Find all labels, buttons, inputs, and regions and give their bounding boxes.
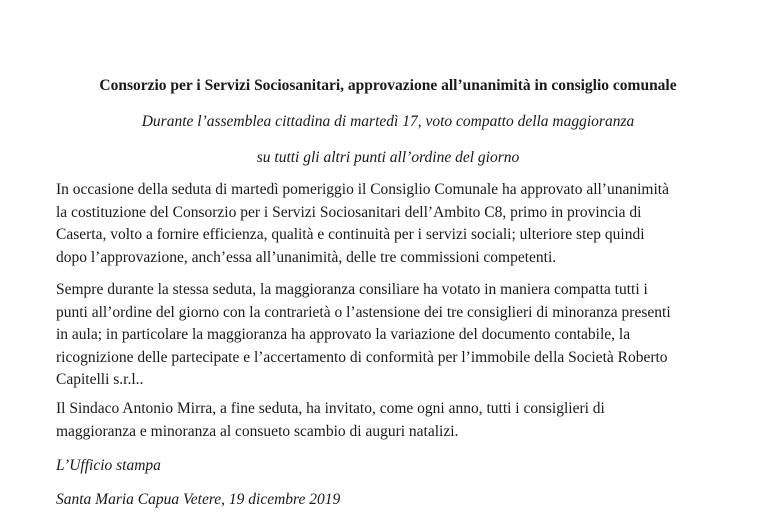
paragraph-line: la costituzione del Consorzio per i Servizi Sociosanitari dell’Ambito C8, primo in provincia di <box>56 203 642 221</box>
body-paragraph <box>56 279 746 392</box>
paragraph-line: in aula; in particolare la maggioranza ha approvato la variazione del documento contabile, la <box>56 326 631 343</box>
paragraph-line: maggioranza e minoranza al consueto scambio di auguri natalizi. <box>56 422 459 440</box>
subtitle-line: Durante l’assemblea cittadina di martedì 17, voto compatto della maggioranza <box>141 113 635 130</box>
paragraph-line: ricognizione delle partecipate e l’accertamento di conformità per l’immobile della Società Roberto <box>56 348 668 366</box>
place-date: Santa Maria Capua Vetere, 19 dicembre 2019 <box>56 491 341 508</box>
paragraph-line: In occasione della seduta di martedì pomeriggio il Consiglio Comunale ha approvato all’unanimità <box>56 181 669 198</box>
paragraph-line: Capitelli s.r.l.. <box>56 371 144 388</box>
paragraph-line: Sempre durante la stessa seduta, la maggioranza consiliare ha votato in maniera compatta tutti i <box>56 281 648 298</box>
paragraph-line: Caserta, volto a fornire efficienza, qualità e continuità per i servizi sociali; ulteriore step quindi <box>56 226 645 243</box>
signature: L’Ufficio stampa <box>56 457 161 474</box>
paragraph-line: Il Sindaco Antonio Mirra, a fine seduta, ha invitato, come ogni anno, tutti i consiglieri di <box>56 400 605 417</box>
paragraph-line: punti all’ordine del giorno con la contrarietà o l’astensione dei tre consiglieri di minoranza presenti <box>56 303 671 321</box>
subtitle-line: su tutti gli altri punti all’ordine del giorno <box>256 149 520 166</box>
document-title: Consorzio per i Servizi Sociosanitari, approvazione all’unanimità in consiglio comunale <box>99 77 677 94</box>
body-paragraph <box>56 398 746 443</box>
paragraph-line: dopo l’approvazione, anch’essa all’unanimità, delle tre commissioni competenti. <box>56 248 557 266</box>
body-paragraph <box>56 179 746 269</box>
